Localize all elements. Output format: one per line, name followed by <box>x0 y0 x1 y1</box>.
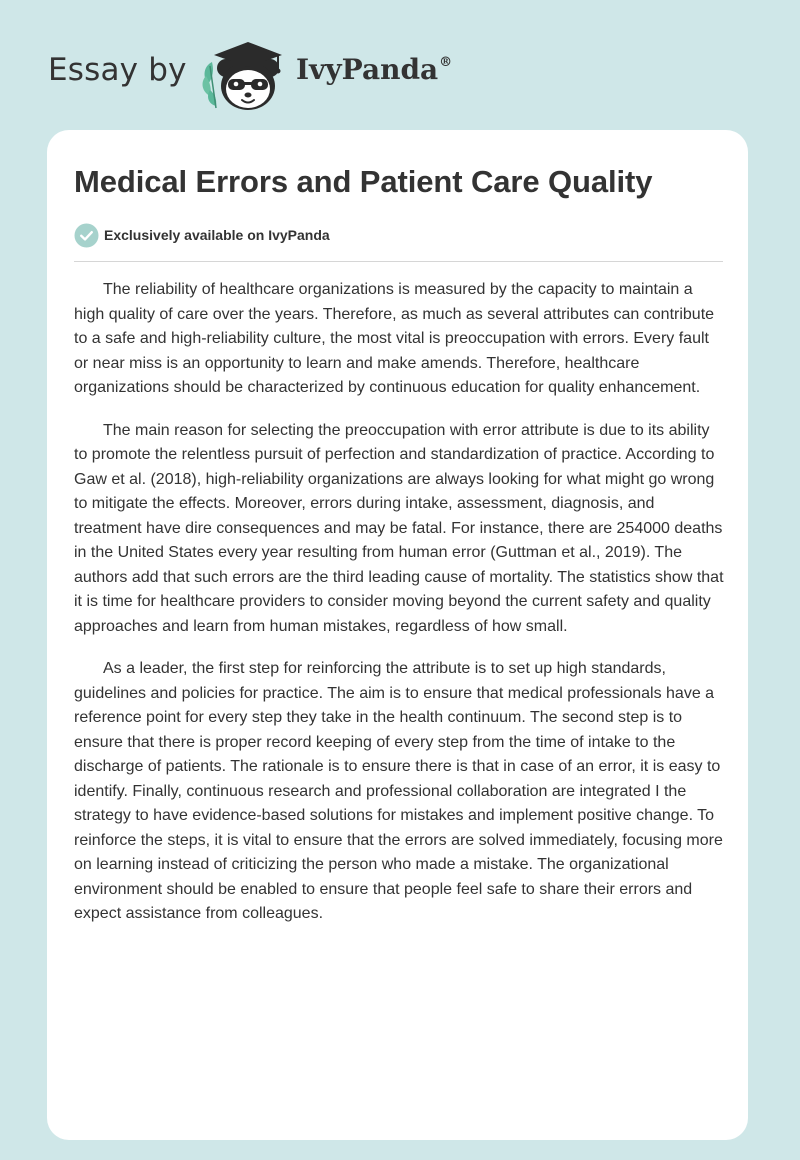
paragraph: The main reason for selecting the preoccupation with error attribute is due to its ability to promote the relentless pursuit of perfection and standardization of practice. According to Gaw et al. (2018), high-reliability organizations are always looking for what might go wrong to mitigate the effects. Moreover, errors during intake, assessment, diagnosis, and treatment have dire consequences and may be fatal. For instance, there are 254000 deaths in the United States every year resulting from human error (Guttman et al., 2019). The authors add that such errors are the third leading cause of mortality. The statistics show that it is time for healthcare providers to consider moving beyond the current safety and quality approaches and learn from human mistakes, regardless of how small. <box>74 421 724 635</box>
exclusive-label: Exclusively available on IvyPanda <box>104 227 330 243</box>
brand-header <box>48 34 508 114</box>
brand-name[interactable] <box>296 53 452 86</box>
panda-graduate-icon[interactable] <box>198 36 290 112</box>
paragraph: The reliability of healthcare organizations is measured by the capacity to maintain a high quality of care over the years. Therefore, as much as several attributes can contribute to a safe and high-reliability culture, the most vital is preoccupation with errors. Every fault or near miss is an opportunity to learn and make amends. Therefore, healthcare organizations should be characterized by continuous education for quality enhancement. <box>74 281 715 396</box>
essay-card <box>47 130 748 1140</box>
brand-prefix: Essay by <box>48 52 187 88</box>
exclusive-badge <box>74 222 330 248</box>
divider <box>74 261 723 262</box>
paragraph: As a leader, the first step for reinforcing the attribute is to set up high standards, guidelines and policies for practice. The aim is to ensure that medical professionals have a reference point for every step they take in the health continuum. The second step is to ensure that there is proper record keeping of every step from the time of intake to the discharge of patients. The rationale is to ensure there is that in case of an error, it is easy to identify. Finally, continuous research and professional collaboration are integrated I the strategy to have evidence-based solutions for mistakes and implement positive change. To reinforce the steps, it is vital to ensure that the errors are solved immediately, focusing more on learning instead of criticizing the person who made a mistake. The organizational environment should be enabled to ensure that people feel safe to share their errors and expect assistance from colleagues. <box>74 660 723 922</box>
essay-body <box>74 278 726 945</box>
registered-mark: ® <box>439 55 453 70</box>
brand-name-text: IvyPanda <box>296 53 439 86</box>
page-title: Medical Errors and Patient Care Quality <box>74 164 653 199</box>
check-circle-icon <box>74 223 99 248</box>
leaf-icon <box>203 62 217 108</box>
